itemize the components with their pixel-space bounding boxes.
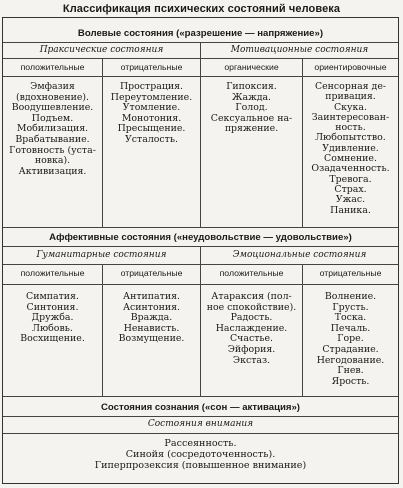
list-item: Страх. xyxy=(334,183,367,195)
list-item: Волнение. xyxy=(324,291,377,302)
list-item: (вдохновение). xyxy=(15,91,90,103)
list-item: Сексуальное на- xyxy=(210,112,293,124)
motivational-heading: Мотивационные состояния xyxy=(230,45,369,55)
emotional-positive-list xyxy=(201,292,302,366)
volitional-positive-list xyxy=(3,82,102,177)
divider xyxy=(3,433,398,434)
list-item: Мобилизация. xyxy=(16,123,89,135)
list-item: Жажда. xyxy=(231,91,272,103)
list-item: Атараксия (пол- xyxy=(211,291,292,302)
orienting-list xyxy=(303,82,398,216)
list-item: Рассеянность. xyxy=(164,438,237,449)
list-item: Сомнение. xyxy=(324,153,377,165)
page-title: Классификация психических состояний человека xyxy=(62,3,341,15)
list-item: Ужас. xyxy=(335,194,366,206)
list-item: Ненависть. xyxy=(123,322,180,334)
list-item: Симпатия. xyxy=(26,291,79,302)
list-item: Эмфазия xyxy=(30,81,75,92)
list-item: Гипоксия. xyxy=(226,81,277,92)
col-header: органические xyxy=(224,62,279,72)
list-item: Гиперпрозексия (повышенное внимание) xyxy=(94,460,307,471)
list-item: Готовность (уста- xyxy=(9,144,96,156)
humanitarian-negative-list xyxy=(103,292,200,345)
divider xyxy=(3,396,398,397)
list-item: Асинтония. xyxy=(122,301,181,313)
divider xyxy=(3,264,398,265)
list-item: Гнев. xyxy=(337,365,364,377)
consciousness-heading: Состояния сознания («сон — активация») xyxy=(101,402,300,413)
col-header: отрицательные xyxy=(120,62,183,72)
humanitarian-positive-list xyxy=(3,292,102,345)
list-item: Ярость. xyxy=(331,375,370,387)
col-header: положительные xyxy=(20,268,85,278)
list-item: Возмущение. xyxy=(118,333,185,345)
list-item: Синойя (сосредоточенность). xyxy=(125,449,276,460)
attention-list xyxy=(3,438,398,471)
list-item: Дружба. xyxy=(31,312,74,324)
list-item: Любопытство. xyxy=(315,132,386,144)
list-item: Скука. xyxy=(334,101,367,113)
list-item: ность. xyxy=(335,122,366,134)
col-header: положительные xyxy=(219,268,284,278)
list-item: Синтония. xyxy=(26,301,79,313)
col-header: положительные xyxy=(20,62,85,72)
list-item: Тревога. xyxy=(329,173,372,185)
divider xyxy=(3,284,398,285)
list-item: Экстаз. xyxy=(232,354,271,366)
list-item: Сенсорная де- xyxy=(314,81,387,92)
col-header: отрицательные xyxy=(120,268,183,278)
list-item: Прострация. xyxy=(119,81,184,92)
list-item: новка). xyxy=(34,155,71,167)
list-item: Воодушевление. xyxy=(11,102,94,114)
divider xyxy=(3,416,398,417)
list-item: Озадаченность. xyxy=(311,163,390,175)
divider xyxy=(3,227,398,228)
list-item: Счастье. xyxy=(229,333,274,345)
list-item: Монотония. xyxy=(121,112,182,124)
humanitarian-heading: Гуманитарные состояния xyxy=(36,250,167,260)
list-item: Страдание. xyxy=(322,343,379,355)
volitional-negative-list xyxy=(103,82,200,146)
list-item: Заинтересован- xyxy=(311,111,390,123)
praxic-heading: Праксические состояния xyxy=(39,45,164,55)
list-item: Пресыщение. xyxy=(117,123,186,135)
emotional-negative-list xyxy=(303,292,398,387)
divider xyxy=(3,76,398,77)
list-item: Негодование. xyxy=(316,354,385,366)
list-item: Врабатывание. xyxy=(15,133,90,145)
list-item: Эйфория. xyxy=(227,343,276,355)
list-item: Антипатия. xyxy=(123,291,180,302)
list-item: Тоска. xyxy=(334,312,367,324)
list-item: Голод. xyxy=(235,102,268,114)
list-item: Удивление. xyxy=(322,142,379,154)
divider xyxy=(3,58,398,59)
emotional-heading: Эмоциональные состояния xyxy=(232,250,367,260)
list-item: Наслаждение. xyxy=(215,322,288,334)
attention-heading: Состояния внимания xyxy=(147,419,254,429)
list-item: Грусть. xyxy=(332,301,369,313)
list-item: ное спокойствие). xyxy=(206,301,297,313)
list-item: привация. xyxy=(325,91,376,103)
affective-heading: Аффективные состояния («неудовольствие — удовольствие») xyxy=(49,232,352,243)
list-item: Печаль. xyxy=(330,322,371,334)
list-item: Радость. xyxy=(230,312,273,324)
list-item: Вражда. xyxy=(130,312,173,324)
organic-list xyxy=(201,82,302,135)
list-item: пряжение. xyxy=(224,123,279,135)
list-item: Усталость. xyxy=(125,133,178,145)
list-item: Восхищение. xyxy=(20,333,85,345)
volitional-heading: Волевые состояния («разрешение — напряжение») xyxy=(77,28,324,39)
list-item: Утомление. xyxy=(122,102,181,114)
list-item: Паника. xyxy=(330,204,371,216)
list-item: Переутомление. xyxy=(110,91,193,103)
list-item: Подъем. xyxy=(31,112,74,124)
col-header: отрицательные xyxy=(319,268,382,278)
list-item: Любовь. xyxy=(32,322,73,334)
list-item: Горе. xyxy=(337,333,364,345)
col-header: ориентировочные xyxy=(314,62,387,72)
list-item: Активизация. xyxy=(18,165,87,177)
